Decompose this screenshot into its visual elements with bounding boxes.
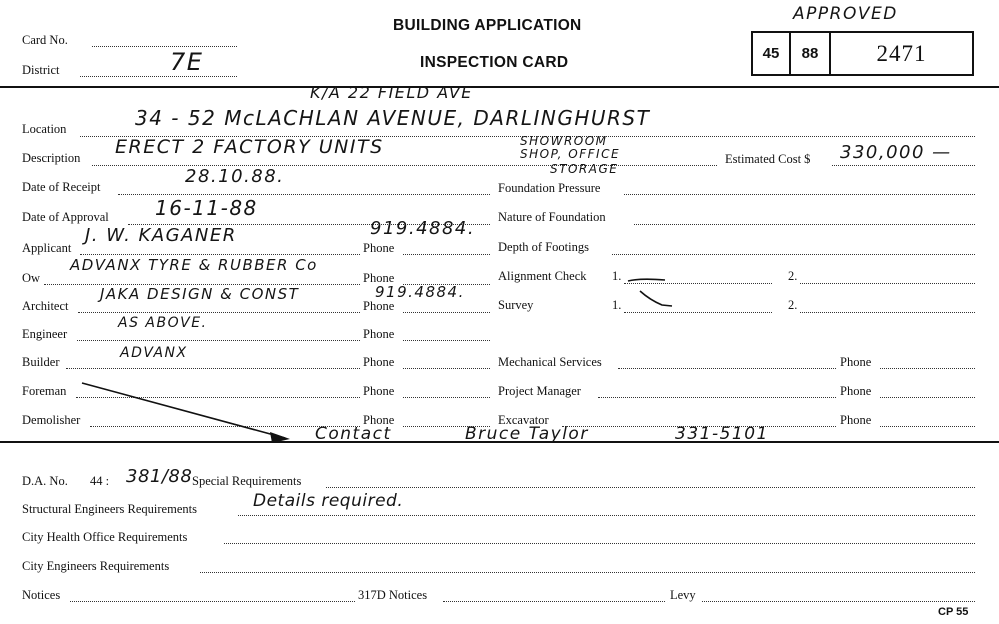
card-no-label: Card No. [22, 33, 68, 47]
city-health-label: City Health Office Requirements [22, 530, 188, 544]
location-label: Location [22, 122, 67, 136]
demolisher-label: Demolisher [22, 413, 81, 427]
description-value: ERECT 2 FACTORY UNITS [115, 136, 384, 158]
district-label: District [22, 63, 60, 77]
owner-value: ADVANX TYRE & RUBBER Co [70, 256, 318, 274]
applicant-phone-label: Phone [363, 241, 395, 255]
estimated-cost-value: 330,000 — [840, 142, 952, 163]
title-line-2: INSPECTION CARD [420, 54, 569, 71]
da-number-value: 381/88 [126, 466, 193, 487]
levy-field[interactable] [702, 601, 975, 602]
city-engineers-label: City Engineers Requirements [22, 559, 170, 573]
builder-phone-label: Phone [363, 355, 395, 369]
form-code: CP 55 [938, 606, 969, 618]
da-prefix: 44 : [90, 474, 110, 488]
contact-phone: 331-5101 [675, 424, 769, 444]
box-a: 45 [751, 31, 791, 76]
contact-name: Bruce Taylor [465, 424, 589, 444]
engineer-value: AS ABOVE. [118, 315, 208, 331]
city-engineers-field[interactable] [200, 572, 975, 573]
demolisher-phone-label: Phone [363, 413, 395, 427]
survey-1-label: 1. [612, 298, 622, 312]
notices-label: Notices [22, 588, 61, 602]
mechanical-services-label: Mechanical Services [498, 355, 602, 369]
description-note-2: SHOP, OFFICE [520, 147, 621, 161]
notices-317d-label: 317D Notices [358, 588, 428, 602]
architect-value: JAKA DESIGN & CONST [100, 285, 300, 303]
project-manager-phone-label: Phone [840, 384, 872, 398]
box-b: 88 [789, 31, 831, 76]
survey-2-label: 2. [788, 298, 798, 312]
special-requirements-label: Special Requirements [192, 474, 302, 488]
engineer-label: Engineer [22, 327, 68, 341]
applicant-phone-value: 919.4884. [370, 218, 476, 239]
notices-field[interactable] [70, 601, 355, 602]
applicant-label: Applicant [22, 241, 72, 255]
owner-label: Ow [22, 271, 41, 285]
district-value: 7E [170, 48, 204, 76]
special-requirements-field[interactable] [326, 487, 975, 488]
date-of-approval-value: 16-11-88 [155, 196, 258, 220]
contact-label: Contact [315, 424, 392, 444]
foreman-arrow-line [82, 383, 285, 438]
architect-label: Architect [22, 299, 69, 313]
survey-check-mark [640, 291, 672, 306]
builder-value: ADVANX [120, 345, 188, 361]
location-above-note: K/A 22 FIELD AVE [310, 83, 473, 102]
builder-label: Builder [22, 355, 60, 369]
alignment-check-2-label: 2. [788, 269, 798, 283]
city-health-field[interactable] [224, 543, 975, 544]
notices-317d-field[interactable] [443, 601, 665, 602]
architect-phone-value: 919.4884. [375, 283, 465, 301]
structural-requirements-field[interactable] [238, 515, 975, 516]
alignment-check-1-label: 1. [612, 269, 622, 283]
title-line-1: BUILDING APPLICATION [393, 17, 582, 34]
depth-of-footings-label: Depth of Footings [498, 240, 589, 254]
alignment-check-mark [628, 279, 665, 281]
date-of-receipt-label: Date of Receipt [22, 180, 101, 194]
applicant-value: J. W. KAGANER [85, 225, 237, 246]
location-value: 34 - 52 McLACHLAN AVENUE, DARLINGHURST [135, 106, 651, 130]
date-of-receipt-value: 28.10.88. [185, 166, 285, 187]
alignment-check-label: Alignment Check [498, 269, 587, 283]
description-label: Description [22, 151, 81, 165]
foreman-label: Foreman [22, 384, 67, 398]
foundation-pressure-label: Foundation Pressure [498, 181, 601, 195]
architect-phone-label: Phone [363, 299, 395, 313]
card-number-box: 2471 [829, 31, 974, 76]
approved-stamp: APPROVED [793, 4, 898, 24]
estimated-cost-label: Estimated Cost $ [725, 152, 811, 166]
da-no-label: D.A. No. [22, 474, 68, 488]
nature-of-foundation-label: Nature of Foundation [498, 210, 606, 224]
description-note-1: SHOWROOM [520, 134, 608, 148]
foreman-phone-label: Phone [363, 384, 395, 398]
owner-phone-label: Phone [363, 271, 395, 285]
structural-requirements-value: Details required. [253, 491, 404, 511]
levy-label: Levy [670, 588, 696, 602]
survey-label: Survey [498, 298, 534, 312]
date-of-approval-label: Date of Approval [22, 210, 109, 224]
mechanical-services-phone-label: Phone [840, 355, 872, 369]
excavator-label: Excavator [498, 413, 549, 427]
structural-requirements-label: Structural Engineers Requirements [22, 502, 197, 516]
project-manager-label: Project Manager [498, 384, 581, 398]
description-note-3: STORAGE [550, 162, 619, 176]
engineer-phone-label: Phone [363, 327, 395, 341]
excavator-phone-label: Phone [840, 413, 872, 427]
